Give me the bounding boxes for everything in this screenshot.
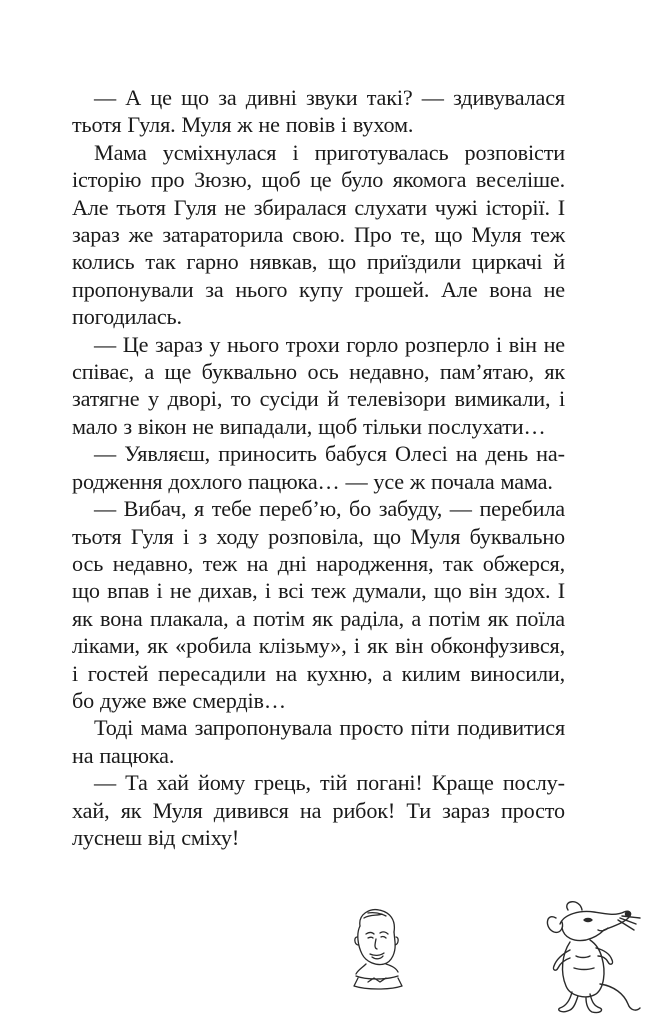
paragraph-7: — Та хай йому грець, тій погані! Краще послухай, як Муля дивився на рибок! Ти зараз просто луснеш від сміху!	[72, 770, 565, 850]
man-portrait-sketch-icon	[346, 904, 408, 992]
paragraph-5: — Вибач, я тебе переб’ю, бо забуду, — перебила тьотя Гуля і з ходу розповіла, що Муля буквально ось недавно, теж на дні народження, так обжерся, що впав і не дихав, і всі теж думали, що він здох. І як вона плакала, а потім як раділа, а потім як поїла ліками, як «робила клізьму», і як він обконфузився, і гостей пересадили на кухню, а килим виносили, бо дуже вже смердів…	[72, 496, 565, 713]
paragraph-6: Тоді мама запропонувала просто піти подивитися на пацюка.	[72, 715, 565, 768]
paragraph-1: — А це що за дивні звуки такі? — здивувалася тьотя Гуля. Муля ж не повів і вухом.	[72, 85, 565, 138]
illustrations	[0, 890, 665, 1024]
cartoon-rat-icon	[540, 898, 644, 1016]
paragraph-4: — Уявляєш, приносить бабуся Олесі на день народження дохлого пацюка… — усе ж почала мама.	[72, 441, 565, 494]
page-text	[72, 84, 565, 851]
paragraph-2: Мама усміхнулася і приготувалась розповісти історію про Зюзю, щоб це було якомога веселіше. Але тьотя Гуля не збиралася слухати чужі історії. І зараз же затараторила свою. Про те, що Муля теж колись так гарно нявкав, що приїздили циркачі й пропонували за нього купу грошей. Але вона не погодилась.	[72, 139, 565, 330]
paragraph-3: — Це зараз у нього трохи горло розперло і він не співає, а ще буквально ось недавно, пам’ятаю, як затягне у дворі, то сусіди й телевізори вимикали, і мало з вікон не випадали, щоб тільки послухати…	[72, 331, 565, 439]
